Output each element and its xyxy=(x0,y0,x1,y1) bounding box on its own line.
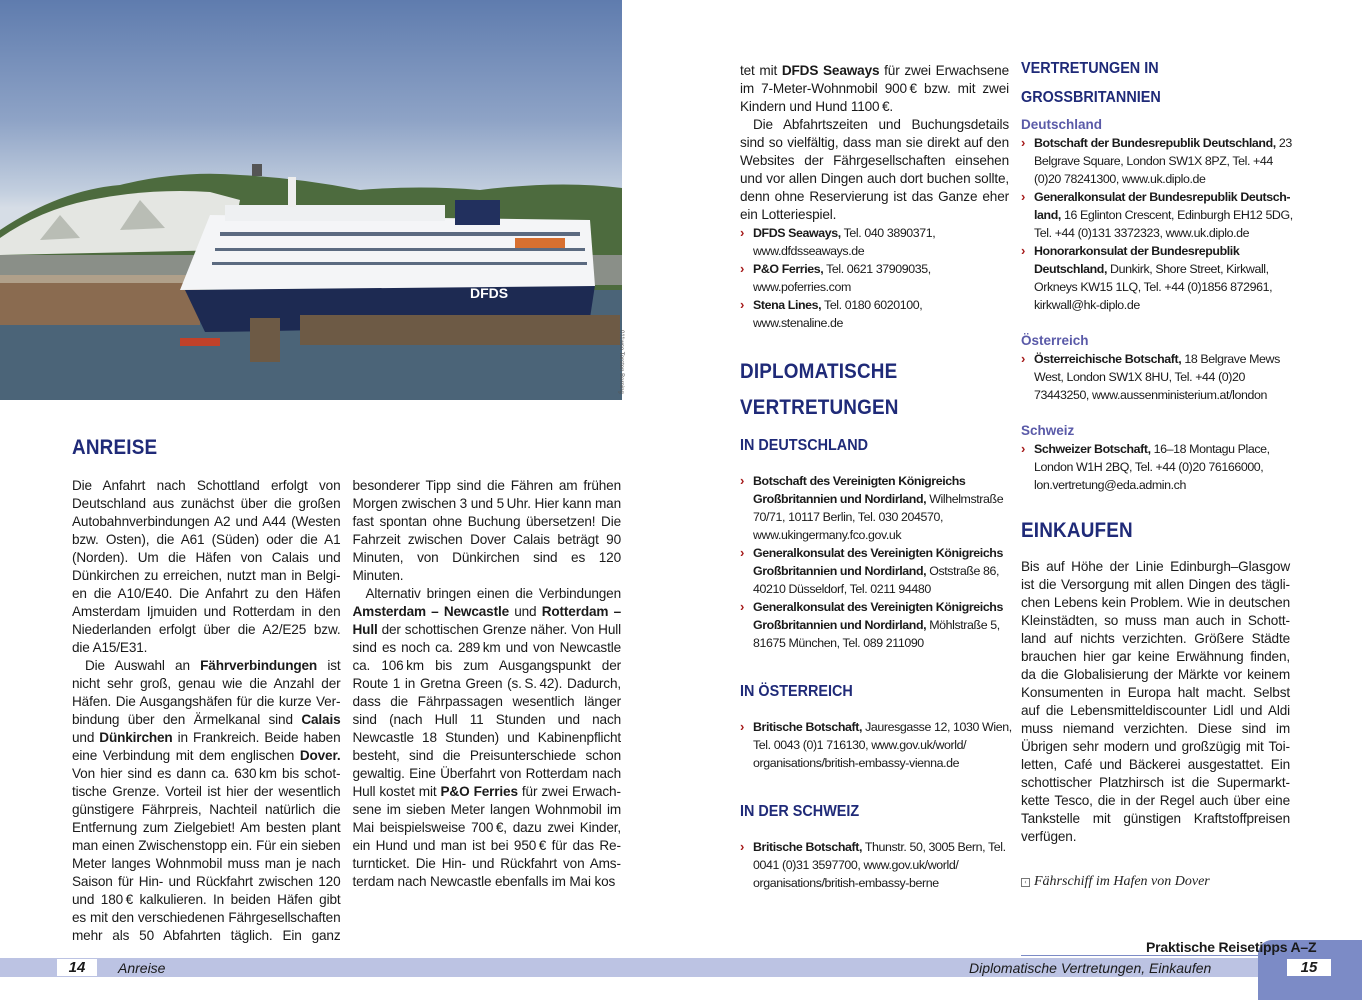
list-item xyxy=(1021,350,1296,404)
bold-term: Rotterdam – Hull xyxy=(352,604,621,637)
heading-in-der-schweiz: IN DER SCHWEIZ xyxy=(740,803,860,820)
ferry-price-text xyxy=(740,62,1009,224)
section-heading-einkaufen: EINKAUFEN xyxy=(1021,519,1133,542)
list-item xyxy=(1021,242,1296,314)
list-item xyxy=(1021,188,1296,242)
list-item xyxy=(740,544,1012,598)
chevron-right-icon: › xyxy=(740,839,744,854)
entry-name: Botschaft der Bundesrepublik Deutschland, xyxy=(1034,136,1276,150)
entry-name: Schweizer Botschaft, xyxy=(1034,442,1151,456)
chevron-right-icon: › xyxy=(1021,441,1025,456)
embassy-list-gb-de xyxy=(1021,134,1296,314)
entry-details: 16 Eglinton Crescent, Edinburgh EH12 5DG, Tel. +44 (0)131 3372323, www.uk.diplo.de xyxy=(1034,208,1293,240)
page-number-left: 14 xyxy=(57,959,97,976)
text-run: Alternativ bringen einen die Verbindungen xyxy=(365,586,621,601)
text-run: der schottischen Grenze näher. Von Hull sind es noch ca. 289 km und von Newcastle ca. 106 km bis zum Ausgangspunkt der Route 1 in Gretna Green (s. S. 42). Dadurch, dass die Fährpassagen wesentlich länger sind (nach Hull 11 Stunden und nach Newcastle 18 Stunden) und Kabinenpflicht besteht, sind die Preisunterschiede schon gewaltig. Eine Überfahrt von Rotterdam nach Hull kostet mit xyxy=(352,622,621,799)
entry-name: Generalkonsulat des Vereinigten Königreichs Großbritannien und Nordirland, xyxy=(753,600,1003,632)
list-item xyxy=(740,224,1012,260)
entry-name: DFDS Seaways, xyxy=(753,226,841,240)
entry-details: Tel. 0621 37909035, www.poferries.com xyxy=(753,262,931,294)
heading-line: VERTRETUNGEN xyxy=(740,396,899,419)
einkaufen-text: Bis auf Höhe der Linie Edinburgh–Glasgow ist die Versorgung mit allen Dingen des täglichen Lebens kein Problem. Wie in deutschen Kleinstädten, so muss man auch in Schottland auf nichts verzichten. Größere Städte brauchen hier gar keine Erwähnung finden, da die Globalisierung der Märkte vor keinem Konsumenten in Europa halt macht. Selbst auf die Lebensmitteldiscounter Lidl und Aldi muss niemand verzichten. Diese sind im Übrigen sehr modern und großzügig mit Toiletten, Café und Bäckerei ausgestattet. Ein schottischer Platzhirsch ist die Supermarktkette Tesco, die in der Regel auch über eine Tankstelle mit günstigen Kraftstoffpreisen verfügen. xyxy=(1021,559,1290,844)
text-run: Von hier sind es dann ca. 630 km bis schottische Grenze. Vorteil ist hier der wesentlich günstigere Fährpreis, Nachteil natürlich die Entfernung zum Zielgebiet! Am besten plant man einen Zwischenstopp ein. Für ein sieben Meter langes Wohnmobil muss man je nach Saison für Hin- und Rückfahrt zwischen 120 und 180 € kalkulieren. In beiden Häfen gibt es mit den verschiedenen Fährgesellschaften mehr als 50 Abfahrten täglich. Ein ganz besonderer Tipp sind die Fähren am frühen Morgen zwischen 3 und 5 Uhr. Hier kann man fast spontan ohne Buchung übersetzen! Die Fahrzeit zwischen Dover Calais beträgt 90 Minuten, von Dünkirchen sind es 120 Minuten. xyxy=(72,478,621,943)
chevron-right-icon: › xyxy=(740,297,744,312)
anreise-text xyxy=(72,477,621,947)
right-column-2 xyxy=(1021,54,1296,890)
text-run: in Frankreich. Beide haben eine Verbindung mit dem englischen xyxy=(72,730,341,763)
diplomatic-heading xyxy=(740,354,985,426)
paragraph xyxy=(740,116,1009,224)
chevron-right-icon: › xyxy=(1021,351,1025,366)
entry-details: Möhlstraße 5, 81675 München, Tel. 089 211090 xyxy=(753,618,1000,650)
ferry-illustration xyxy=(0,0,622,400)
ferry-contact-list xyxy=(740,224,1012,332)
entry-name: Botschaft des Vereinigten Königreichs Großbritannien und Nordirland, xyxy=(753,474,966,506)
photo-caption xyxy=(1021,874,1296,890)
list-item xyxy=(740,838,1012,892)
entry-name: Generalkonsulat der Bundesrepublik Deutschland, xyxy=(1034,190,1291,222)
entry-name: Generalkonsulat des Vereinigten Königreichs Großbritannien und Nordirland, xyxy=(753,546,1003,578)
text-run: und xyxy=(72,730,100,745)
bold-term: Calais xyxy=(301,712,341,727)
list-item xyxy=(740,472,1012,544)
ship-name: DFDS xyxy=(470,285,509,301)
text-run: für zwei Erwachsene im sieben Meter langen Wohnmobil im Mai beispielsweise 700 €, dazu zwei Kinder, ein Hund und man ist bei 950 € für das Returnticket. Die Hin- und Rückfahrt von Amsterdam nach Newcastle ebenfalls im Mai kos xyxy=(352,784,621,889)
entry-details: Tel. 0180 6020100, www.stenaline.de xyxy=(753,298,923,330)
subheading-schweiz: Schweiz xyxy=(1021,423,1075,438)
text-run: tet mit xyxy=(740,63,782,78)
entry-details: Jauresgasse 12, 1030 Wien, Tel. 0043 (0)1 716130, www.gov.uk/world/ organisations/british-embassy-vienna.de xyxy=(753,720,1012,770)
text-run: ist nicht sehr groß, genau wie die Anzahl der Häfen. Die Ausgangshäfen für die kurze Verbindung über den Ärmelkanal sind xyxy=(72,658,341,727)
text-run: und xyxy=(508,604,542,619)
bold-term: Dünkirchen xyxy=(99,730,173,745)
bold-term: Dover. xyxy=(299,748,341,763)
entry-details: Oststraße 86, 40210 Düsseldorf, Tel. 0211 94480 xyxy=(753,564,1000,596)
chevron-right-icon: › xyxy=(740,719,744,734)
gb-heading xyxy=(1021,54,1269,112)
paragraph xyxy=(740,62,1009,116)
chapter-rule xyxy=(1021,955,1261,956)
photo-credit: 011wso Torsten Berning xyxy=(618,330,624,394)
chevron-right-icon: › xyxy=(1021,189,1025,204)
entry-details: 18 Belgrave Mews West, London SW1X 8HU, Tel. +44 (0)20 73443250, www.aussenministerium.at/london xyxy=(1034,352,1280,402)
heading-in-deutschland: IN DEUTSCHLAND xyxy=(740,437,868,454)
heading-line: VERTRETUNGEN IN xyxy=(1021,60,1159,77)
entry-details: Wilhelmstraße 70/71, 10117 Berlin, Tel. 030 204570, www.ukingermany.fco.gov.uk xyxy=(753,492,1004,542)
entry-name: Britische Botschaft, xyxy=(753,840,863,854)
entry-name: Honorarkonsulat der Bundesrepublik Deutschland, xyxy=(1034,244,1240,276)
subheading-oesterreich: Österreich xyxy=(1021,333,1089,348)
entry-name: P&O Ferries, xyxy=(753,262,824,276)
text-run: Die Anfahrt nach Schottland erfolgt von Deutschland aus zunächst über die großen Autobahnverbindungen A2 und A44 (Westen bzw. Osten), die A61 (Süden) oder die A1 (Norden). Um die Häfen von Calais und Dünkirchen zu erreichen, nutzt man in Belgien die A10/E40. Die Anfahrt zu den Häfen Amsterdam Ijmuiden und Rotterdam in den Niederlanden erfolgt über die A2/E25 bzw. die A15/E31. xyxy=(72,478,341,655)
caption-text: Fährschiff im Hafen von Dover xyxy=(1034,874,1210,889)
chevron-right-icon: › xyxy=(740,225,744,240)
right-column-1 xyxy=(740,62,1012,892)
entry-name: Stena Lines, xyxy=(753,298,822,312)
entry-details: Thunstr. 50, 3005 Bern, Tel. 0041 (0)31 3597700, www.gov.uk/world/ organisations/british-embassy-berne xyxy=(753,840,1006,890)
entry-details: Tel. 040 3890371, www.dfdsseaways.de xyxy=(753,226,936,258)
embassy-list-de xyxy=(740,472,1012,652)
bold-term: Amsterdam – Newcastle xyxy=(352,604,509,619)
list-item xyxy=(740,260,1012,296)
embassy-list-gb-at xyxy=(1021,350,1296,404)
text-run: Die Abfahrtszeiten und Buchungsdetails sind so vielfältig, dass man sie direkt auf den Websites der Fährgesellschaften einsehen und vor allen Dingen auch dort buchen sollte, denn ohne Reservierung ist das Ganze eher ein Lotteriespiel. xyxy=(740,117,1009,222)
chapter-title: Praktische Reisetipps A–Z xyxy=(1146,939,1317,955)
paragraph xyxy=(353,585,622,891)
list-item xyxy=(740,296,1012,332)
entry-details: Dunkirk, Shore Street, Kirkwall, Orkneys KW15 1LQ, Tel. +44 (0)1856 872961, kirkwall@hk-diplo.de xyxy=(1034,262,1273,312)
paragraph xyxy=(72,477,341,657)
list-item xyxy=(740,598,1012,652)
heading-line: DIPLOMATISCHE xyxy=(740,360,898,383)
embassy-list-at xyxy=(740,718,1012,772)
heading-line: GROSSBRITANNIEN xyxy=(1021,89,1161,106)
chevron-right-icon: › xyxy=(740,545,744,560)
embassy-list-ch xyxy=(740,838,1012,892)
chevron-right-icon: › xyxy=(1021,135,1025,150)
chevron-right-icon: › xyxy=(740,599,744,614)
heading-in-oesterreich: IN ÖSTERREICH xyxy=(740,683,853,700)
list-item xyxy=(1021,440,1296,494)
bold-term: P&O Ferries xyxy=(440,784,518,799)
subheading-deutschland: Deutschland xyxy=(1021,117,1103,132)
embassy-list-gb-ch xyxy=(1021,440,1296,494)
page-number-right: 15 xyxy=(1287,959,1331,976)
entry-details: 16–18 Montagu Place, London W1H 2BQ, Tel. +44 (0)20 76166000, lon.vertretung@eda.admin.ch xyxy=(1034,442,1270,492)
caption-arrow-icon: ‹ xyxy=(1021,878,1030,887)
text-run: für zwei Erwachsene im 7-Meter-Wohnmobil 900 € bzw. mit zwei Kindern und Hund 1100 €. xyxy=(740,63,1009,114)
bold-term: Fährverbindungen xyxy=(200,658,318,673)
entry-details: 23 Belgrave Square, London SW1X 8PZ, Tel. +44 (0)20 78241300, www.uk.diplo.de xyxy=(1034,136,1292,186)
chevron-right-icon: › xyxy=(740,261,744,276)
list-item xyxy=(740,718,1012,772)
footer-section-left: Anreise xyxy=(118,960,166,976)
list-item xyxy=(1021,134,1296,188)
section-heading-anreise: ANREISE xyxy=(72,436,158,459)
ferry-photo xyxy=(0,0,622,400)
entry-name: Österreichische Botschaft, xyxy=(1034,352,1182,366)
footer-section-right: Diplomatische Vertretungen, Einkaufen xyxy=(969,960,1212,976)
text-run: Die Auswahl an xyxy=(85,658,201,673)
chevron-right-icon: › xyxy=(1021,243,1025,258)
chevron-right-icon: › xyxy=(740,473,744,488)
entry-name: Britische Botschaft, xyxy=(753,720,863,734)
bold-term: DFDS Seaways xyxy=(781,63,880,78)
